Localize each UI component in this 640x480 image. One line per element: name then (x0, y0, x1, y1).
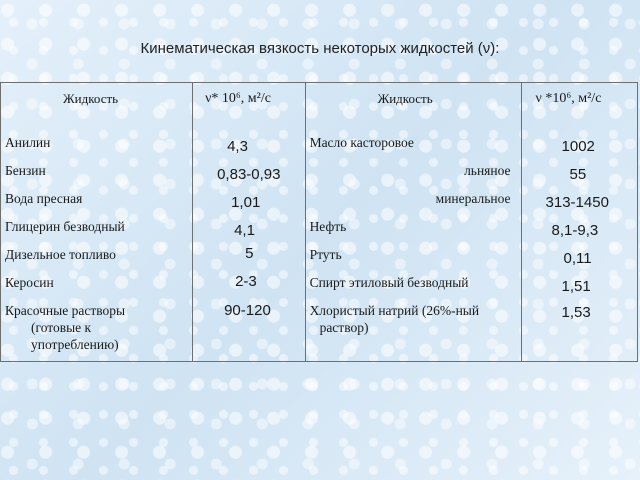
header-liquid-left: Жидкость (63, 91, 119, 106)
value-cell: 1,53 (561, 304, 591, 321)
value-cell: 1,51 (561, 278, 591, 295)
list-item: Красочные растворы (5, 303, 126, 318)
value-cell: 4,3 (227, 138, 248, 155)
value-cell: 1002 (561, 138, 595, 155)
list-item: Хлористый натрий (26%-ный (309, 303, 480, 318)
list-item-continued: употреблению) (31, 337, 119, 352)
list-item: Керосин (5, 275, 54, 290)
list-item: Вода пресная (5, 191, 83, 206)
value-cell: 2-3 (235, 273, 257, 290)
list-item: льняное (464, 163, 511, 178)
list-item: Анилин (5, 135, 51, 150)
table-title: Кинематическая вязкость некоторых жидкостей (ν): (140, 40, 500, 57)
header-viscosity-right: ν *10⁶, м²/с (535, 91, 602, 106)
list-item: Дизельное топливо (5, 247, 116, 262)
value-cell: 313-1450 (545, 194, 609, 211)
value-cell: 5 (245, 245, 254, 262)
list-item-continued: (готовые к (31, 320, 92, 335)
list-item: Глицерин безводный (5, 219, 125, 234)
value-cell: 1,01 (231, 194, 261, 211)
header-liquid-right: Жидкость (377, 91, 433, 106)
column-liquid-left (1, 83, 193, 362)
value-cell: 55 (569, 166, 587, 183)
list-item: Ртуть (309, 247, 342, 262)
list-item: Нефть (309, 219, 347, 234)
viscosity-table (0, 82, 638, 362)
list-item: Бензин (5, 163, 46, 178)
value-cell: 4,1 (234, 222, 255, 239)
list-item: минеральное (435, 191, 511, 206)
value-cell: 0,83-0,93 (217, 166, 281, 183)
value-cell: 90-120 (224, 302, 271, 319)
column-viscosity-left (193, 83, 305, 362)
list-item: Спирт этиловый безводный (309, 275, 469, 290)
value-cell: 8,1-9,3 (551, 222, 599, 239)
value-cell: 0,11 (563, 250, 592, 267)
list-item-continued: раствор) (319, 320, 369, 335)
header-viscosity-left: ν* 10⁶, м²/с (205, 91, 271, 106)
column-liquid-right (305, 83, 521, 362)
list-item: Масло касторовое (309, 135, 414, 150)
column-viscosity-right (521, 83, 637, 362)
